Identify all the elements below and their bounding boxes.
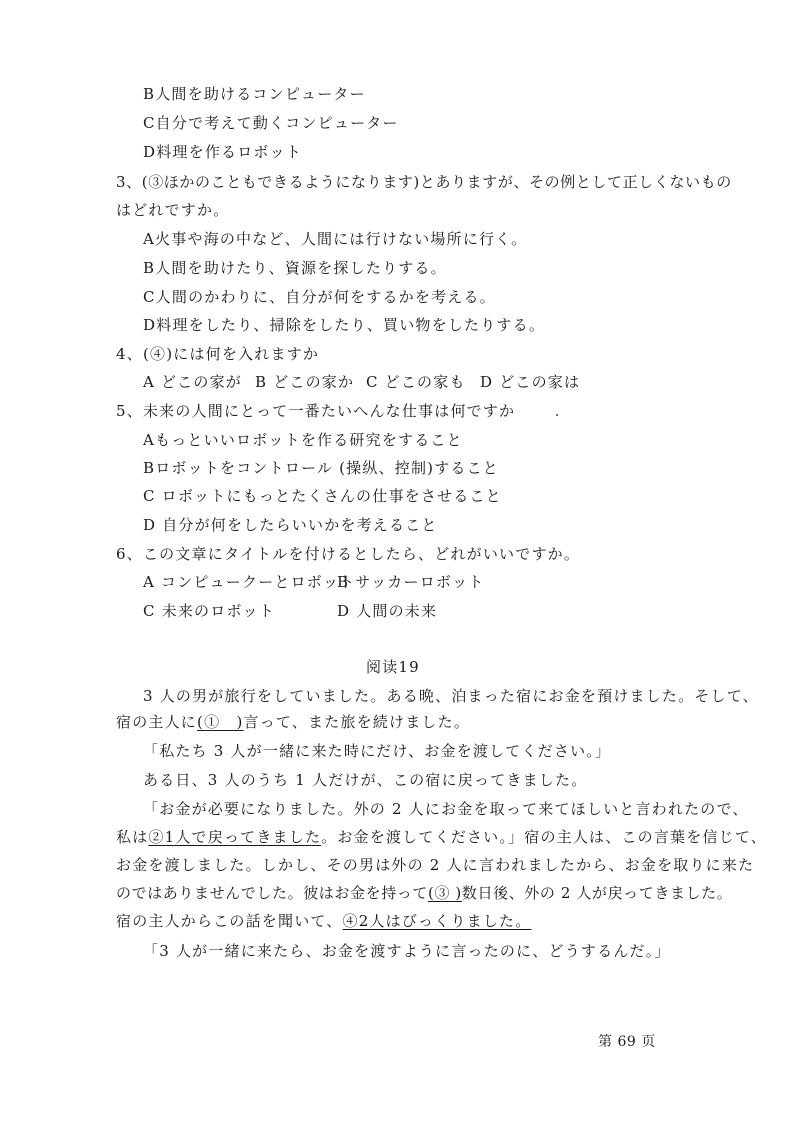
- reading-p3-line4: [116, 883, 732, 903]
- q6-question: 6、この文章にタイトルを付けるとしたら、どれがいいですか。: [116, 545, 581, 563]
- q4-option-d: D どこの家は: [480, 373, 581, 391]
- q6-option-a: A コンピュークーとロボット: [143, 573, 356, 591]
- q3-option-b: B人間を助けたり、資源を探したりする。: [143, 259, 447, 277]
- underline-2: ②1人で戻ってきました: [148, 828, 322, 846]
- reading-p3-line4-end: 数日後、外の 2 人が戻ってきました。: [461, 884, 733, 902]
- page-number: 第 69 页: [598, 1034, 656, 1050]
- reading-p1-line1: 3 人の男が旅行をしていました。ある晩、泊まった宿にお金を預けました。そして、: [143, 687, 759, 705]
- q3-option-c: C人間のかわりに、自分が何をするかを考える。: [143, 288, 496, 306]
- q4-option-a: A どこの家が: [143, 373, 243, 391]
- q6-option-c: C 未来のロボット: [143, 602, 276, 620]
- scan-speck: [556, 414, 558, 416]
- q5-option-b: Bロボットをコントロール (操纵、控制)すること: [143, 459, 499, 477]
- q5-option-d: D 自分が何をしたらいいかを考えること: [143, 516, 438, 534]
- q2-option-c: C自分で考えて動くコンピューター: [143, 114, 399, 132]
- reading-p1-line2-end: 言って、また旅を続けました。: [243, 713, 471, 731]
- reading-p2: ある日、3 人のうち 1 人だけが、この宿に戻ってきました。: [143, 771, 588, 789]
- blank-1-underlined: (① ): [197, 713, 244, 731]
- q3-option-a: A火事や海の中など、人間には行けない場所に行く。: [143, 230, 528, 248]
- underline-4: ④2人はびっくりました。: [342, 912, 532, 930]
- reading-p1-line2-start: 宿の主人に: [116, 713, 198, 731]
- q5-option-a: Aもっといいロボットを作る研究をすること: [143, 431, 463, 449]
- reading-p3-line5-start: 宿の主人からこの話を聞いて、: [116, 912, 343, 930]
- reading-p3-line3: お金を渡しました。しかし、その男は外の 2 人に言われましたから、お金を取りに来た: [116, 856, 755, 874]
- q5-question: 5、未来の人間にとって一番たいへんな仕事は何ですか: [116, 402, 516, 420]
- reading-p3-line1: 「お金が必要になりました。外の 2 人にお金を取って来てほしいと言われたので、: [143, 800, 749, 818]
- q4-question: 4、(④)には何を入れますか: [116, 345, 320, 363]
- q2-option-d: D料理を作るロボット: [143, 143, 303, 161]
- q5-option-c: C ロボットにもっとたくさんの仕事をさせること: [143, 487, 502, 505]
- reading-title: 阅读19: [366, 658, 420, 676]
- q3-option-d: D料理をしたり、掃除をしたり、買い物をしたりする。: [143, 316, 546, 334]
- q6-option-d: D 人間の未来: [337, 602, 438, 620]
- q3-question-line2: はどれですか。: [116, 201, 230, 219]
- q3-question-line1: 3、(③ほかのこともできるようになります)とありますが、その例として正しくないもの: [116, 173, 732, 191]
- reading-p1-line2: [116, 712, 470, 732]
- reading-quote-2: 「3 人が一緒に来たら、お金を渡すように言ったのに、どうするんだ。」: [143, 942, 671, 960]
- blank-3-underlined: (③ ): [428, 884, 462, 902]
- reading-p3-line2-start: 私は: [116, 828, 149, 846]
- reading-p3-line2-end: 。お金を渡してください。」宿の主人は、この言葉を信じて、: [321, 828, 767, 846]
- reading-p3-line5: [116, 911, 531, 931]
- reading-quote-1: 「私たち 3 人が一緒に来た時にだけ、お金を渡してください。」: [143, 742, 612, 760]
- q2-option-b: B人間を助けるコンピューター: [143, 85, 366, 103]
- reading-p3-line2: [116, 827, 767, 847]
- q6-option-b: B サッカーロボット: [337, 573, 485, 591]
- reading-p3-line4-start: のではありませんでした。彼はお金を持って: [116, 884, 429, 902]
- q4-option-c: C どこの家も: [366, 373, 466, 391]
- q4-option-b: B どこの家か: [255, 373, 355, 391]
